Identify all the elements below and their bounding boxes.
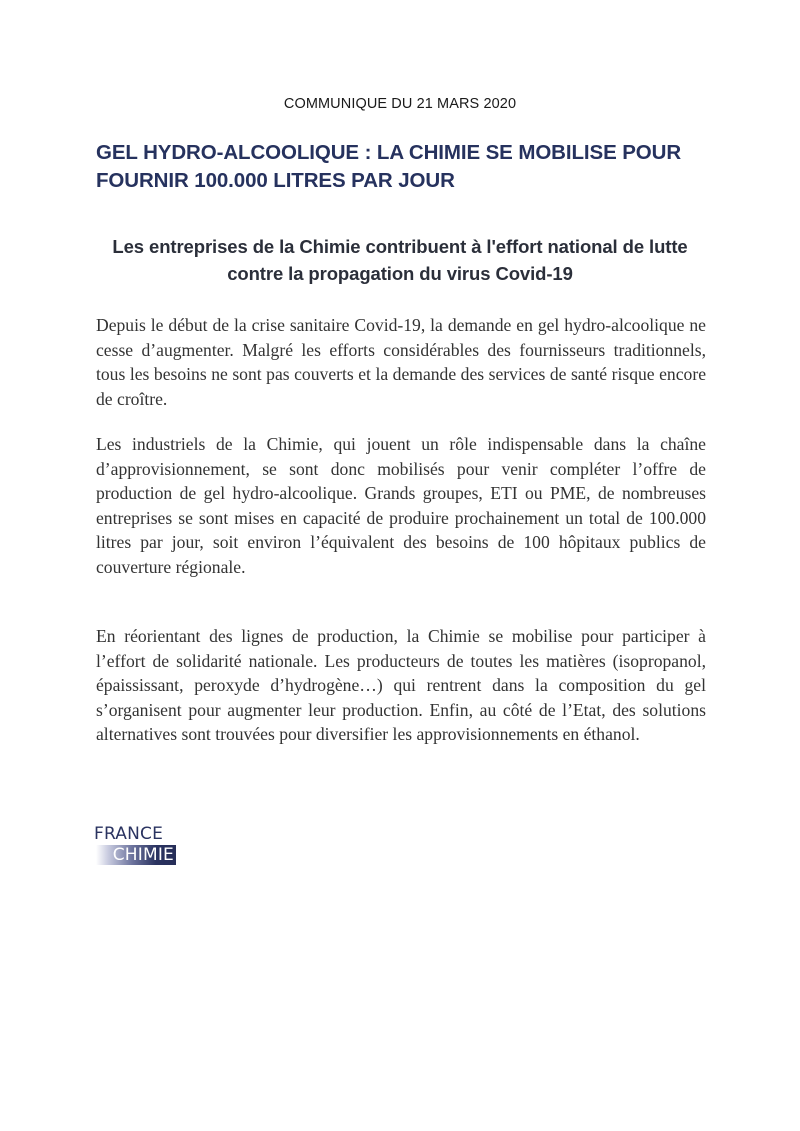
paragraph-2: Les industriels de la Chimie, qui jouent un rôle indispensable dans la chaîne d’approvisionnement, se sont donc mobilisés pour venir compléter l’offre de production de gel hydro-alcoolique. Grands groupes, ETI ou PME, de nombreuses entreprises se sont mises en capacité de produire prochainement un total de 100.000 litres par jour, soit environ l’équivalent des besoins de 100 hôpitaux publics de couverture régionale. <box>96 434 706 577</box>
dateline: COMMUNIQUE DU 21 MARS 2020 <box>283 96 517 112</box>
logo-text-chimie: CHIMIE <box>112 845 174 865</box>
subheadline: Les entreprises de la Chimie contribuent à l'effort national de lutte contre la propagation du virus Covid-19 <box>112 236 688 284</box>
paragraph-1: Depuis le début de la crise sanitaire Covid-19, la demande en gel hydro-alcoolique ne cesse d’augmenter. Malgré les efforts considérables des fournisseurs traditionnels, tous les besoins ne sont pas couverts et la demande des services de santé risque encore de croître. <box>96 315 706 409</box>
paragraph-3: En réorientant des lignes de production, la Chimie se mobilise pour participer à l’effort de solidarité nationale. Les producteurs de toutes les matières (isopropanol, épaississant, peroxyde d’hydrogène…) qui rentrent dans la composition du gel s’organisent pour augmenter leur production. Enfin, au côté de l’Etat, des solutions alternatives sont trouvées pour diversifier les approvisionnements en éthanol. <box>96 626 706 745</box>
logo-chimie-bar <box>96 845 176 865</box>
headline: GEL HYDRO-ALCOOLIQUE : LA CHIMIE SE MOBILISE POUR FOURNIR 100.000 LITRES PAR JOUR <box>96 141 682 192</box>
france-chimie-logo <box>94 824 184 870</box>
logo-text-france: FRANCE <box>94 824 164 844</box>
